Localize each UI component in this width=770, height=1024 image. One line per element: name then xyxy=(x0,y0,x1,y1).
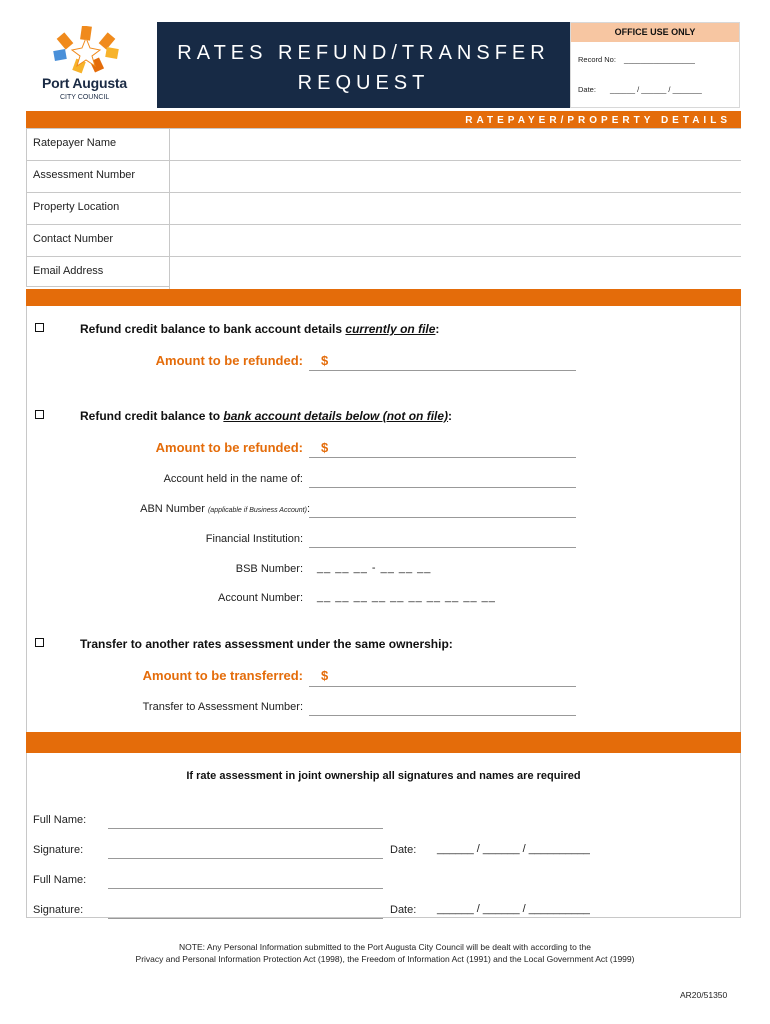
account-name-label: Account held in the name of: xyxy=(163,473,303,485)
form-title-box xyxy=(157,22,570,108)
record-number-row xyxy=(578,55,695,64)
office-use-heading: OFFICE USE ONLY xyxy=(571,23,739,42)
details-row xyxy=(27,225,740,257)
account-number-field[interactable]: __ __ __ __ __ __ __ __ __ __ xyxy=(317,591,496,603)
office-date-label: Date: xyxy=(578,85,596,94)
section-bar-options xyxy=(26,289,741,306)
amount-refunded-label-1: Amount to be refunded: xyxy=(155,353,303,368)
refund-new-account-checkbox[interactable] xyxy=(35,410,44,419)
details-row-label: Ratepayer Name xyxy=(33,137,117,149)
record-number-label: Record No: xyxy=(578,55,616,64)
refund-on-file-checkbox[interactable] xyxy=(35,323,44,332)
details-row xyxy=(27,129,740,161)
full-name-field-2[interactable] xyxy=(108,887,383,889)
assessment-number-field[interactable] xyxy=(169,161,742,192)
office-date-blank[interactable]: ______ / ______ / _______ xyxy=(610,85,702,94)
details-row-label: Assessment Number xyxy=(33,169,136,181)
ratepayer-name-field[interactable] xyxy=(169,129,742,160)
email-address-field[interactable] xyxy=(169,257,742,289)
signature-field-2[interactable] xyxy=(108,917,383,919)
sig-date-field-2[interactable]: ______ / ______ / __________ xyxy=(437,903,590,915)
form-title-line-2: REQUEST xyxy=(297,72,430,94)
privacy-note-line-1: NOTE: Any Personal Information submitted to the Port Augusta City Council will be dealt with according to the xyxy=(179,942,591,952)
refund-on-file-label: Refund credit balance to bank account details currently on file: xyxy=(80,322,440,336)
sig-date-field-1[interactable]: ______ / ______ / __________ xyxy=(437,843,590,855)
details-row-label: Email Address xyxy=(33,265,104,277)
financial-institution-field[interactable] xyxy=(309,546,576,548)
transfer-label: Transfer to another rates assessment under the same ownership: xyxy=(80,637,453,651)
amount-refunded-field-2[interactable] xyxy=(309,456,576,458)
amount-transferred-label: Amount to be transferred: xyxy=(142,668,303,683)
full-name-label-1: Full Name: xyxy=(33,814,87,826)
section-bar-signatures xyxy=(26,732,741,753)
org-subtitle: CITY COUNCIL xyxy=(60,94,110,101)
contact-number-field[interactable] xyxy=(169,225,742,256)
transfer-checkbox[interactable] xyxy=(35,638,44,647)
currency-symbol: $ xyxy=(321,668,329,683)
financial-institution-label: Financial Institution: xyxy=(205,533,303,545)
record-number-blank[interactable]: _________________ xyxy=(624,55,695,64)
section-title-ratepayer: RATEPAYER/PROPERTY DETAILS xyxy=(465,115,731,126)
org-name: Port Augusta xyxy=(42,75,127,91)
bsb-field[interactable]: __ __ __ - __ __ __ xyxy=(317,562,432,574)
full-name-label-2: Full Name: xyxy=(33,874,87,886)
property-location-field[interactable] xyxy=(169,193,742,224)
account-number-label: Account Number: xyxy=(218,592,303,604)
port-augusta-logo-icon xyxy=(52,26,120,74)
amount-transferred-field[interactable] xyxy=(309,685,576,687)
signature-field-1[interactable] xyxy=(108,857,383,859)
signatures-heading: If rate assessment in joint ownership all signatures and names are required xyxy=(186,770,581,782)
details-row-label: Property Location xyxy=(33,201,120,213)
sig-date-label-1: Date: xyxy=(390,844,417,856)
currency-symbol: $ xyxy=(321,440,329,455)
amount-refunded-label-2: Amount to be refunded: xyxy=(155,440,303,455)
abn-note: (applicable if Business Account) xyxy=(207,507,307,514)
form-title-line-1: RATES REFUND/TRANSFER xyxy=(177,42,550,64)
details-row-label: Contact Number xyxy=(33,233,114,245)
account-name-field[interactable] xyxy=(309,486,576,488)
ratepayer-details-table xyxy=(26,128,741,287)
signature-label-1: Signature: xyxy=(33,844,84,856)
details-row xyxy=(27,193,740,225)
bsb-label: BSB Number: xyxy=(235,563,303,575)
privacy-note-line-2: Privacy and Personal Information Protection Act (1998), the Freedom of Information Act (1991) and the Local Government Act (1999) xyxy=(135,954,635,964)
currency-symbol: $ xyxy=(321,353,329,368)
details-row xyxy=(27,257,740,289)
signature-label-2: Signature: xyxy=(33,904,84,916)
office-date-row xyxy=(578,85,702,94)
sig-date-label-2: Date: xyxy=(390,904,417,916)
office-use-box xyxy=(570,22,740,108)
transfer-assessment-label: Transfer to Assessment Number: xyxy=(142,701,303,713)
document-reference: AR20/51350 xyxy=(680,990,728,1000)
transfer-assessment-field[interactable] xyxy=(309,714,576,716)
details-row xyxy=(27,161,740,193)
section-bar-ratepayer xyxy=(26,111,741,129)
abn-label: ABN Number (applicable if Business Account): xyxy=(140,503,310,515)
amount-refunded-field-1[interactable] xyxy=(309,369,576,371)
refund-new-account-label: Refund credit balance to bank account details below (not on file): xyxy=(80,409,453,423)
full-name-field-1[interactable] xyxy=(108,827,383,829)
abn-field[interactable] xyxy=(309,516,576,518)
